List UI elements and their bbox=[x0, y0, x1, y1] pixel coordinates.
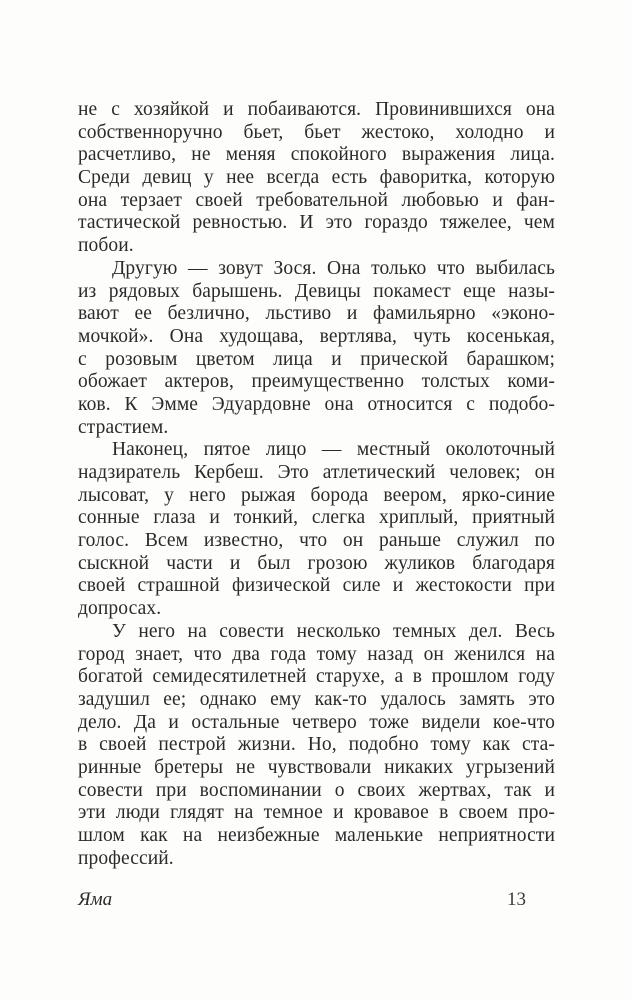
text-line: мочкой». Она худощава, вертлява, чуть косенькая, bbox=[78, 325, 555, 347]
text-line: обожает актеров, преимущественно толстых коми- bbox=[78, 371, 555, 393]
text-line: Среди девиц у нее всегда есть фаворитка, которую bbox=[78, 167, 555, 189]
text-line: расчетливо, не меняя спокойного выражения лица. bbox=[78, 144, 555, 166]
text-line: дело. Да и остальные четверо тоже видели кое-что bbox=[78, 711, 555, 733]
text-line: надзиратель Кербеш. Это атлетический человек; он bbox=[78, 462, 555, 483]
paragraph bbox=[78, 99, 555, 258]
text-line: она терзает своей требовательной любовью и фан- bbox=[78, 189, 555, 211]
text-line: профессий. bbox=[78, 847, 174, 869]
text-line: страстием. bbox=[78, 416, 169, 438]
text-line: вают ее безлично, льстиво и фамильярно «эконо- bbox=[78, 303, 555, 325]
text-line: собственноручно бьет, бьет жестоко, холодно и bbox=[78, 121, 555, 143]
text-line: сыскной части и был грозою жуликов благодаря bbox=[78, 552, 555, 574]
text-line: тастической ревностью. И это гораздо тяжелее, чем bbox=[78, 212, 555, 234]
text-line: побои. bbox=[78, 235, 134, 257]
text-line: лысоват, у него рыжая борода веером, ярко-синие bbox=[78, 484, 555, 506]
text-line: эти люди глядят на темное и кровавое в своем про- bbox=[78, 802, 555, 824]
text-line: ков. К Эмме Эдуардовне она относится с подобо- bbox=[78, 393, 555, 415]
text-line: ринные бретеры не чувствовали никаких угрызений bbox=[78, 756, 555, 778]
text-line: из рядовых барышень. Девицы покамест еще назы- bbox=[78, 280, 555, 302]
text-line: с розовым цветом лица и прической барашком; bbox=[78, 348, 555, 370]
text-line: допросах. bbox=[78, 598, 162, 620]
text-line: богатой семидесятилетней старухе, а в прошлом году bbox=[78, 666, 555, 688]
running-title: Яма bbox=[78, 889, 113, 910]
text-line: город знает, что два года тому назад он женился на bbox=[78, 643, 555, 665]
paragraph bbox=[78, 439, 555, 621]
text-line: своей страшной физической силе и жестокости при bbox=[78, 575, 555, 597]
text-line: в своей пестрой жизни. Но, подобно тому как ста- bbox=[78, 734, 555, 756]
text-line: Наконец, пятое лицо — местный околоточный bbox=[112, 439, 555, 461]
text-line: задушил ее; однако ему как-то удалось замять это bbox=[78, 688, 555, 710]
text-line: шлом как на неизбежные маленькие неприятности bbox=[78, 825, 555, 846]
text-line: сонные глаза и тонкий, слегка хриплый, приятный bbox=[78, 507, 555, 529]
paragraph bbox=[78, 621, 555, 871]
paragraph bbox=[78, 258, 555, 440]
page-number: 13 bbox=[507, 889, 526, 910]
text-block bbox=[78, 99, 555, 870]
text-line: У него на совести несколько темных дел. Весь bbox=[112, 620, 555, 642]
text-line: не с хозяйкой и побаиваются. Провинившихся она bbox=[78, 99, 555, 120]
text-line: Другую — зовут Зося. Она только что выбилась bbox=[112, 257, 555, 279]
page-footer bbox=[78, 888, 555, 912]
text-line: совести при воспоминании о своих жертвах, так и bbox=[78, 779, 555, 801]
text-line: голос. Всем известно, что он раньше служил по bbox=[78, 530, 555, 552]
